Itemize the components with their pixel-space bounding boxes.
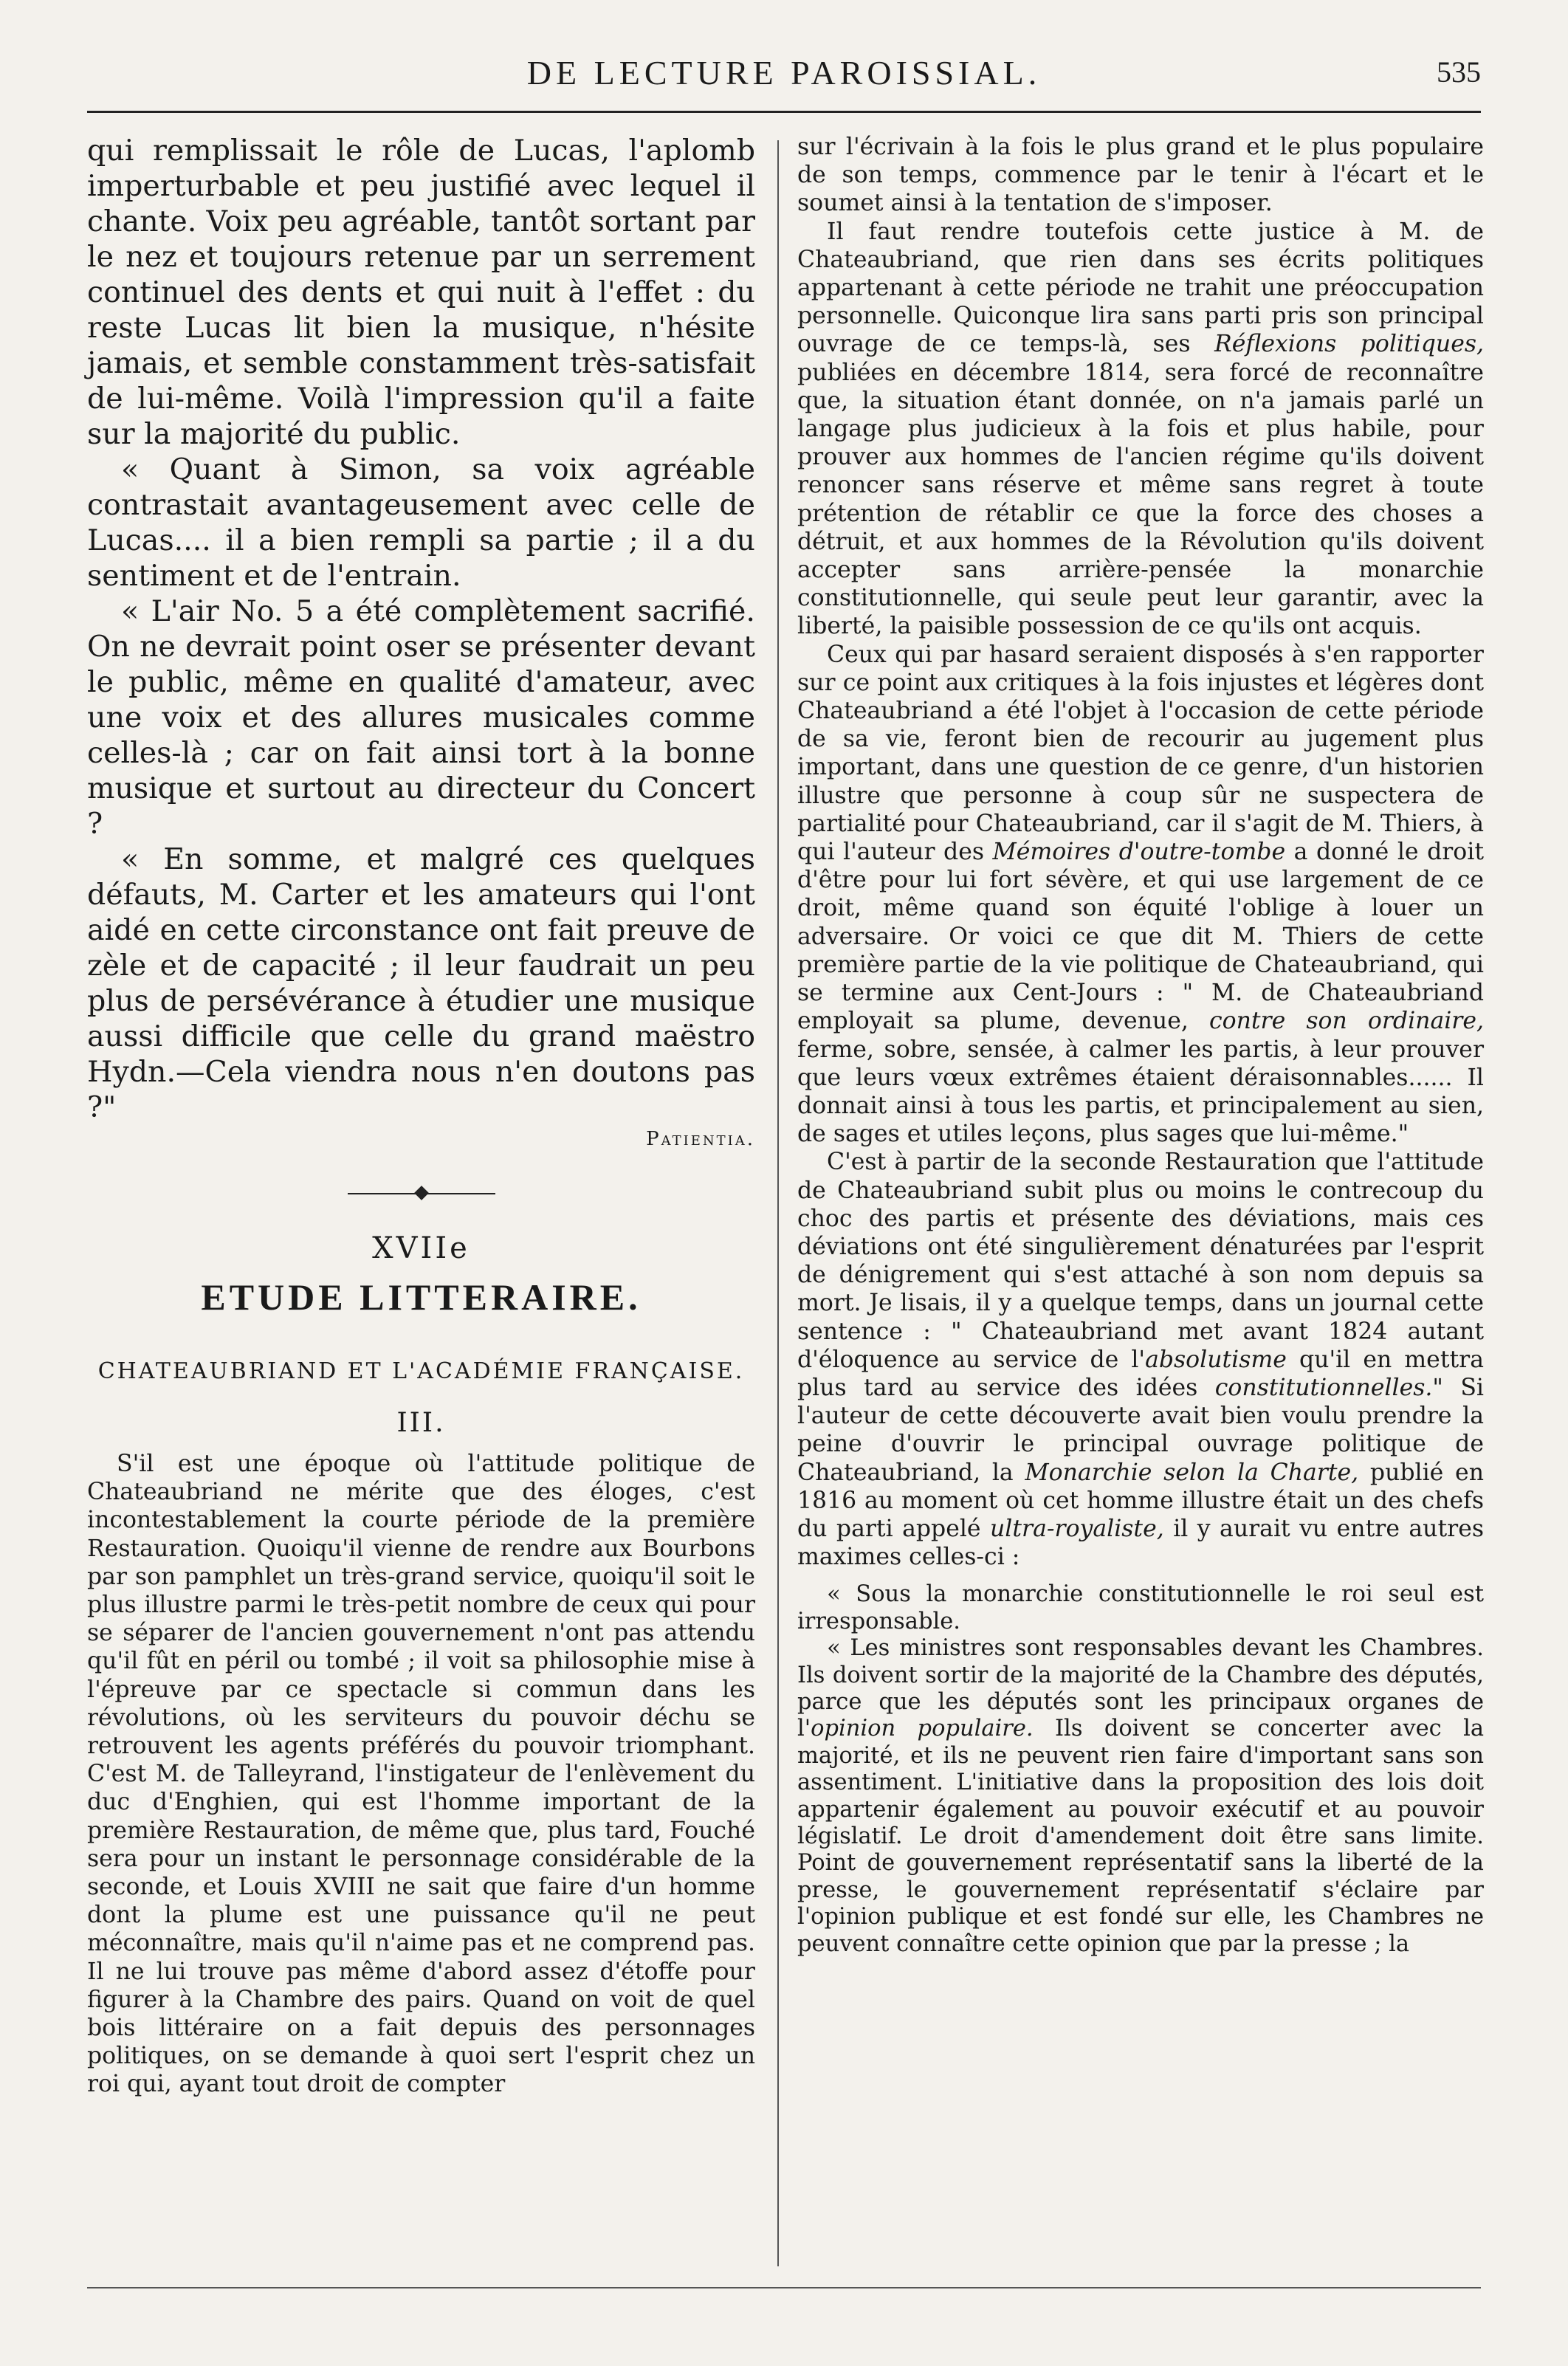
article-paragraph: C'est à partir de la seconde Restauration que l'attitude de Chateaubriand subit plus ou moins le contrecoup du choc des partis et présente des déviations, mais ces déviations ont été singulièrement dénaturées par l'esprit de dénigrement qui s'est attaché à son nom depuis sa mort. Je lisais, il y a quelque temps, dans un journal cette sentence : " Chateaubriand met avant 1824 autant d'éloquence au service de l'absolutisme qu'il en mettra plus tard au service des idées constitutionnelles." Si l'auteur de cette découverte avait bien voulu prendre la peine d'ouvrir le principal ouvrage politique de Chateaubriand, la Monarchie selon la Charte, publié en 1816 au moment où cet homme illustre était un des chefs du parti appelé ultra-royaliste, il y aurait vu entre autres maximes celles-ci : bbox=[797, 1149, 1484, 1571]
signature: Patientia. bbox=[646, 1128, 755, 1150]
maxim-paragraph: « Sous la monarchie constitutionnelle le roi seul est irresponsable. bbox=[797, 1581, 1484, 1634]
article-paragraph: sur l'écrivain à la fois le plus grand et le plus populaire de son temps, commence par le tenir à l'écart et le soumet ainsi à la tentation de s'imposer. bbox=[797, 134, 1484, 217]
running-title: DE LECTURE PAROISSIAL. bbox=[526, 54, 1042, 92]
bottom-rule bbox=[87, 2287, 1481, 2288]
section-title: ETUDE LITTERAIRE. bbox=[201, 1276, 642, 1318]
article-paragraph: S'il est une époque où l'attitude politique de Chateaubriand ne mérite que des éloges, c'est incontestablement la courte période de la première Restauration. Quoiqu'il vienne de rendre aux Bourbons par son pamphlet un très-grand service, quoiqu'il soit le plus illustre parmi le très-petit nombre de ceux qui pour se séparer de l'ancien gouvernement n'ont pas attendu qu'il fût en péril ou tombé ; il voit sa philosophie mise à l'épreuve par ce spectacle si commun dans les révolutions, où les serviteurs du pouvoir déchu se retrouvent les agents préférés du pouvoir triomphant. C'est M. de Talleyrand, l'instigateur de l'enlèvement du duc d'Enghien, qui est l'homme important de la première Restauration, de même que, plus tard, Fouché sera pour un instant le personnage considérable de la seconde, et Louis XVIII ne sait que faire d'un homme dont la plume est une puissance qu'il ne peut méconnaître, mais qu'il n'aime pas et ne comprend pas. Il ne lui trouve pas même d'abord assez d'étoffe pour figurer à la Chambre des pairs. Quand on voit de quel bois littéraire on a fait depuis des personnages politiques, on se demande à quoi sert l'esprit chez un roi qui, ayant tout droit de compter bbox=[87, 1451, 755, 2098]
quote-paragraph: qui remplissait le rôle de Lucas, l'aplomb imperturbable et peu justifié avec lequel il chante. Voix peu agréable, tantôt sortant par le nez et toujours retenue par un serrement continuel des dents et qui nuit à l'effet : du reste Lucas lit bien la musique, n'hésite jamais, et semble constamment très-satisfait de lui-même. Voilà l'impression qu'il a faite sur la majorité du public. bbox=[87, 134, 755, 451]
section-divider-ornament bbox=[348, 1183, 495, 1205]
right-column bbox=[797, 133, 1484, 1958]
header-rule bbox=[87, 111, 1481, 113]
article-body-left bbox=[87, 1450, 755, 2099]
concert-review-quote bbox=[87, 133, 755, 1150]
quote-paragraph: « En somme, et malgré ces quelques défauts, M. Carter et les amateurs qui l'ont aidé en cette circonstance ont fait preuve de zèle et de capacité ; il leur faudrait un peu plus de persévérance à étudier une musique aussi difficile que celle du grand maëstro Hydn.—Cela viendra nous n'en doutons pas ?" bbox=[87, 842, 755, 1124]
left-column bbox=[87, 133, 755, 2099]
page-number: 535 bbox=[1437, 55, 1481, 89]
running-head bbox=[87, 46, 1481, 105]
maxim-paragraph: « Les ministres sont responsables devant les Chambres. Ils doivent sortir de la majorité de la Chambre des députés, parce que les députés sont les principaux organes de l'opinion populaire. Ils doivent se concerter avec la majorité, et ils ne peuvent rien faire d'important sans son assentiment. L'initiative dans la proposition des lois doit appartenir également au pouvoir exécutif et au pouvoir législatif. Le droit d'amendement doit être sans limite. Point de gouvernement représentatif sans la liberté de la presse, le gouvernement représentatif s'éclaire par l'opinion publique et est fondé sur elle, les Chambres ne peuvent connaître cette opinion que par la presse ; la bbox=[797, 1635, 1485, 1957]
quote-paragraph: « L'air No. 5 a été complètement sacrifié. On ne devrait point oser se présenter devant le public, même en qualité d'amateur, avec une voix et des allures musicales comme celles-là ; car on fait ainsi tort à la bonne musique et surtout au directeur du Concert ? bbox=[87, 594, 755, 841]
article-subtitle: CHATEAUBRIAND ET L'ACADÉMIE FRANÇAISE. bbox=[97, 1358, 745, 1384]
article-paragraph: Il faut rendre toutefois cette justice à M. de Chateaubriand, que rien dans ses écrits politiques appartenant à cette période ne trahit une préoccupation personnelle. Quiconque lira sans parti pris son principal ouvrage de ce temps-là, ses Réflexions politiques, publiées en décembre 1814, sera forcé de reconnaître que, la situation étant donnée, on n'a jamais parlé un langage plus judicieux à la fois et plus habile, pour prouver aux hommes de l'ancien régime qu'ils doivent renoncer sans réserve et même sans regret à toute prétention de rétablir ce que la force des choses a détruit, et aux hommes de la Révolution qu'ils doivent accepter sans arrière-pensée la monarchie constitutionnelle, qui seule peut leur garantir, avec la liberté, la paisible possession de ce qu'ils ont acquis. bbox=[797, 218, 1485, 640]
column-divider bbox=[777, 140, 779, 2266]
quote-paragraph: « Quant à Simon, sa voix agréable contrastait avantageusement avec celle de Lucas.... il a bien rempli sa partie ; il a du sentiment et de l'entrain. bbox=[87, 453, 755, 593]
maxims-quote bbox=[797, 1581, 1484, 1958]
article-paragraph: Ceux qui par hasard seraient disposés à s'en rapporter sur ce point aux critiques à la fois injustes et légères dont Chateaubriand a été l'objet à l'occasion de cette période de sa vie, feront bien de recourir au jugement plus important, dans une question de ce genre, d'un historien illustre que personne à coup sûr ne suspectera de partialité pour Chateaubriand, car il s'agit de M. Thiers, à qui l'auteur des Mémoires d'outre-tombe a donné le droit d'être pour lui fort sévère, et qui use largement de ce droit, même quand son équité l'oblige à louer un adversaire. Or voici ce que dit M. Thiers de cette première partie de la vie politique de Chateaubriand, qui se termine aux Cent-Jours : " M. de Chateaubriand employait sa plume, devenue, contre son ordinaire, ferme, sobre, sensée, à calmer les partis, à leur prouver que leurs vœux extrêmes étaient déraisonnables...... Il donnait ainsi à tous les partis, et principalement au sien, de sages et utiles leçons, plus sages que lui-même." bbox=[797, 641, 1485, 1148]
section-number: XVIIe bbox=[372, 1231, 470, 1265]
part-number: III. bbox=[396, 1408, 446, 1438]
